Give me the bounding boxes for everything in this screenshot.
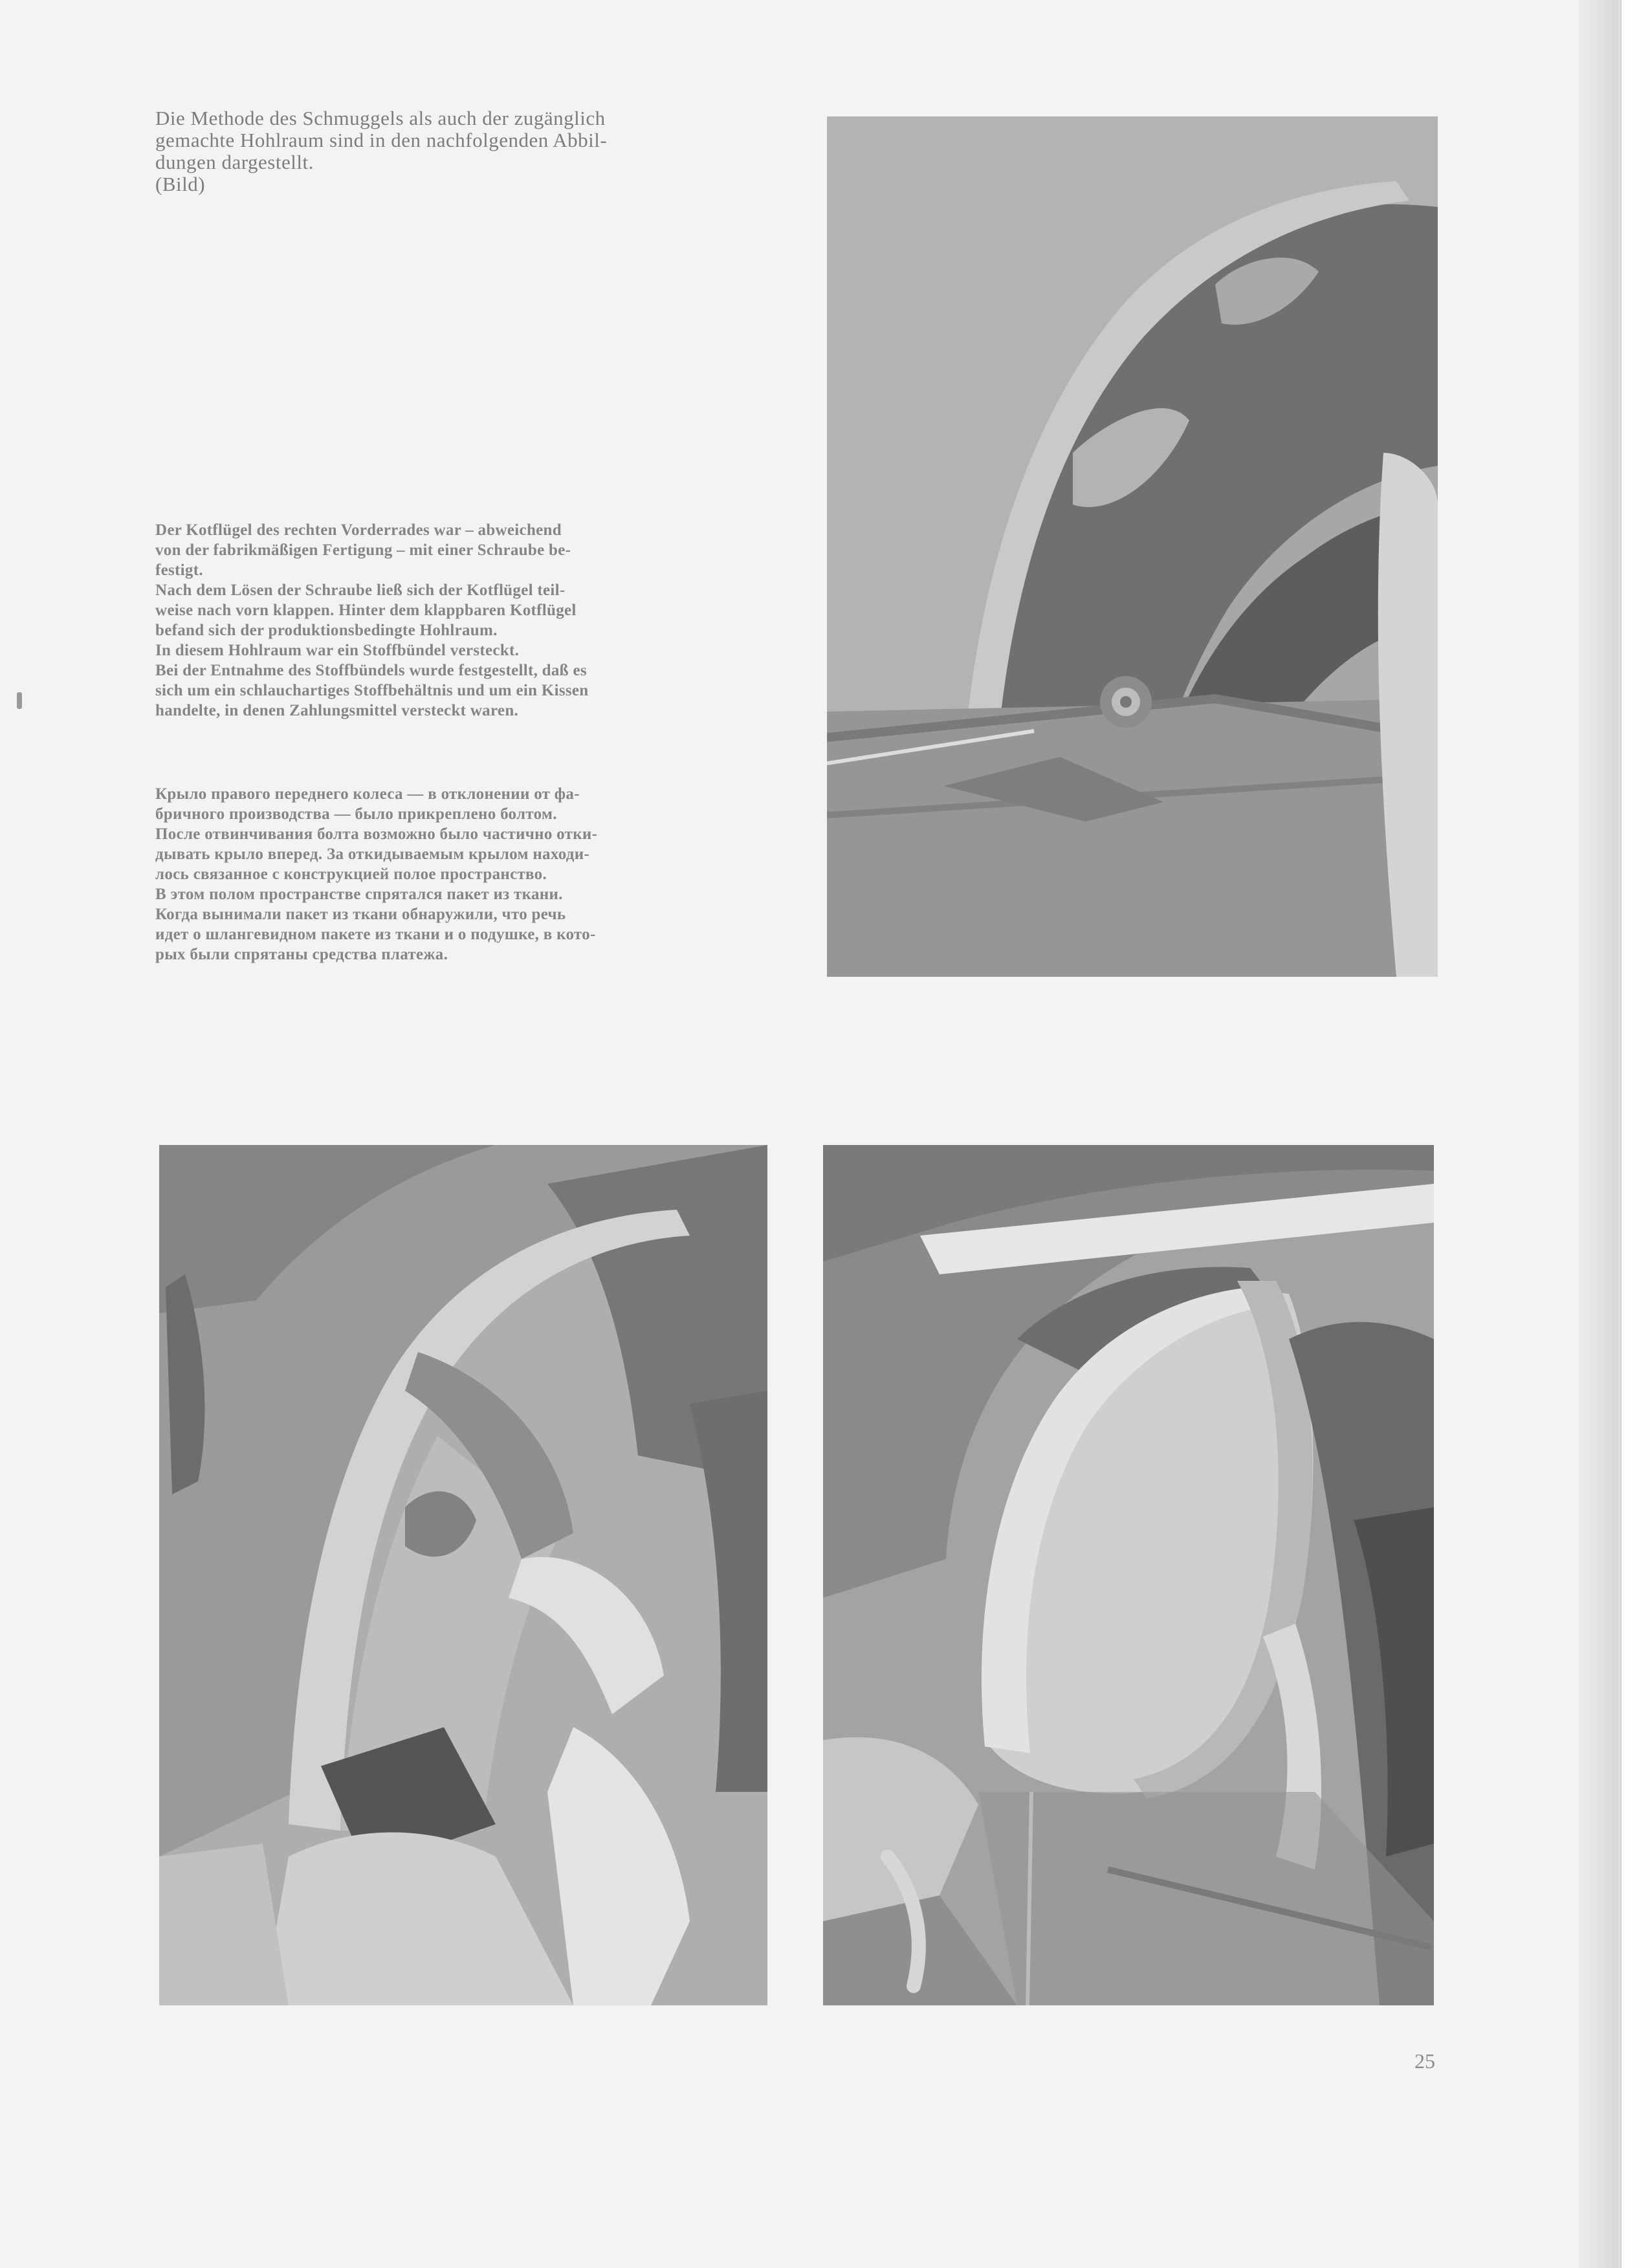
intro-line: gemachte Hohlraum sind in den nachfolgenden Abbil- [155,129,608,151]
caption-ru-line: Когда вынимали пакет из ткани обнаружили, что речь [155,906,566,923]
caption-ru-line: После отвинчивания болта возможно было частично отки- [155,825,598,843]
caption-de-line: Nach dem Lösen der Schraube ließ sich der Kotflügel teil- [155,582,566,599]
caption-de-line: Der Kotflügel des rechten Vorderrades war – abweichend [155,521,562,539]
caption-ru-line: Крыло правого переднего колеса — в отклонении от фа- [155,785,580,803]
caption-de-line: festigt. [155,562,203,579]
photo-fender-bolt-image [827,116,1438,977]
intro-line: dungen dargestellt. [155,151,314,173]
photo-open-cavity-image [159,1145,767,2005]
caption-ru-line: бричного производства — было прикреплено болтом. [155,805,557,823]
caption-de-line: von der fabrikmäßigen Fertigung – mit einer Schraube be- [155,541,571,559]
caption-de-line: weise nach vorn klappen. Hinter dem klappbaren Kotflügel [155,602,577,619]
caption-ru-line: идет о шлангевидном пакете из ткани и о подушке, в кото- [155,926,596,943]
caption-de-line: In diesem Hohlraum war ein Stoffbündel versteckt. [155,642,520,659]
page-number: 25 [1414,2049,1435,2073]
photo-fender-bolt [827,116,1438,977]
caption-ru-line: В этом полом пространстве спрятался пакет из ткани. [155,886,563,903]
intro-line: Die Methode des Schmuggels als auch der zugänglich [155,107,606,129]
caption-ru-line: лось связанное с конструкцией полое пространство. [155,866,547,883]
binding-mark [17,692,22,709]
caption-de-line: sich um ein schlauchartiges Stoffbehältnis und um ein Kissen [155,682,589,699]
caption-ru-line: дывать крыло вперед. За откидываемым крылом находи- [155,845,590,863]
photo-cavity-detail-image [823,1145,1434,2005]
intro-line: (Bild) [155,173,206,195]
page-edge [1620,0,1650,2268]
intro-paragraph [155,107,776,195]
photo-cavity-detail [823,1145,1434,2005]
caption-de-line: handelte, in denen Zahlungsmittel versteckt waren. [155,702,519,719]
caption-de-line: Bei der Entnahme des Stoffbündels wurde festgestellt, daß es [155,662,587,679]
caption-german [155,520,776,721]
caption-ru-line: рых были спрятаны средства платежа. [155,946,448,963]
caption-russian [155,784,776,965]
photo-open-cavity [159,1145,767,2005]
caption-de-line: befand sich der produktionsbedingte Hohlraum. [155,622,498,639]
